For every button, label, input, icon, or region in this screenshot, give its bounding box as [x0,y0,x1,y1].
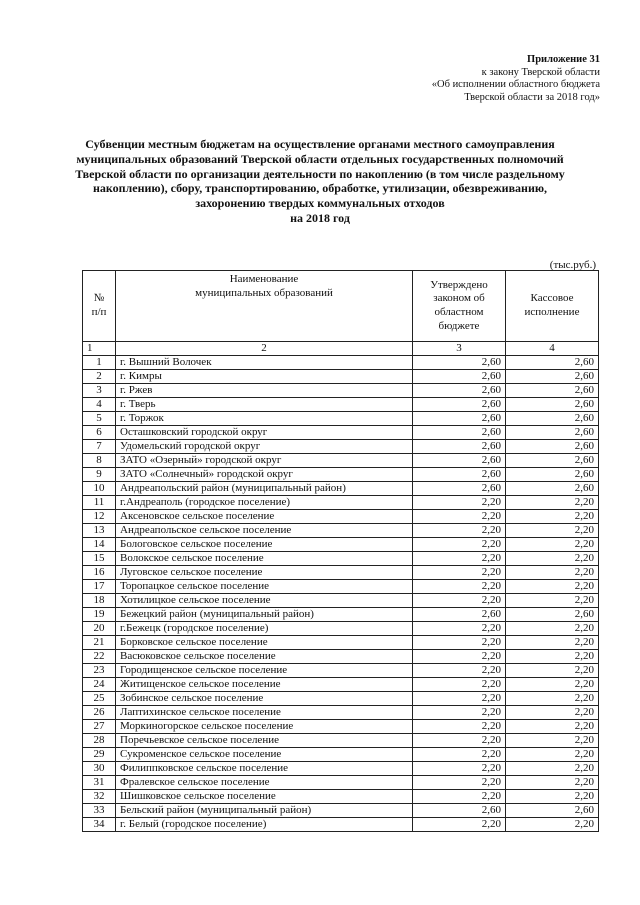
row-executed: 2,20 [506,580,599,594]
table-row [83,538,599,552]
row-number: 14 [83,538,116,552]
row-executed: 2,20 [506,678,599,692]
table-row [83,426,599,440]
table-row [83,678,599,692]
row-executed: 2,20 [506,720,599,734]
appendix-title: Приложение 31 [527,54,600,65]
col-number: 3 [413,342,506,356]
row-approved: 2,60 [413,426,506,440]
title-line: на 2018 год [290,210,350,225]
document-title [70,137,570,226]
row-number: 10 [83,482,116,496]
table-row [83,482,599,496]
row-executed: 2,20 [506,524,599,538]
table-row [83,398,599,412]
row-name: Хотилицкое сельское поселение [116,594,413,608]
row-number: 16 [83,566,116,580]
table-row [83,720,599,734]
row-executed: 2,60 [506,468,599,482]
row-name: Удомельский городской округ [116,440,413,454]
row-name: г.Бежецк (городское поселение) [116,622,413,636]
row-name: Васюковское сельское поселение [116,650,413,664]
row-approved: 2,20 [413,818,506,832]
row-approved: 2,20 [413,748,506,762]
row-number: 33 [83,804,116,818]
title-line: захоронению твердых коммунальных отходов [195,196,445,211]
row-executed: 2,20 [506,650,599,664]
row-executed: 2,20 [506,748,599,762]
row-number: 7 [83,440,116,454]
table-row [83,496,599,510]
row-number: 24 [83,678,116,692]
table-row [83,440,599,454]
row-name: Аксеновское сельское поселение [116,510,413,524]
table-row [83,804,599,818]
appendix-block [340,54,600,104]
row-approved: 2,60 [413,440,506,454]
row-number: 9 [83,468,116,482]
header-approved: Утверждено законом об областном бюджете [413,271,506,342]
row-name: Бологовское сельское поселение [116,538,413,552]
row-name: Городищенское сельское поселение [116,664,413,678]
table-row [83,356,599,370]
header-num: № п/п [83,271,116,342]
row-executed: 2,60 [506,398,599,412]
col-number: 4 [506,342,599,356]
row-number: 32 [83,790,116,804]
row-name: Осташковский городской округ [116,426,413,440]
row-number: 18 [83,594,116,608]
row-number: 22 [83,650,116,664]
table-body [83,356,599,832]
row-approved: 2,60 [413,804,506,818]
row-name: Андреапольское сельское поселение [116,524,413,538]
column-number-row [83,342,599,356]
row-name: Луговское сельское поселение [116,566,413,580]
row-approved: 2,20 [413,552,506,566]
row-approved: 2,60 [413,454,506,468]
row-number: 20 [83,622,116,636]
row-executed: 2,20 [506,664,599,678]
row-name: Торопацкое сельское поселение [116,580,413,594]
row-number: 6 [83,426,116,440]
row-approved: 2,20 [413,650,506,664]
title-line: Тверской области по организации деятельности по накоплению (в том числе раздельному [75,166,565,181]
subventions-table [82,270,599,832]
row-approved: 2,20 [413,538,506,552]
row-name: Зобинское сельское поселение [116,692,413,706]
title-line: Субвенции местным бюджетам на осуществление органами местного самоуправления [85,137,555,151]
row-number: 12 [83,510,116,524]
row-name: Борковское сельское поселение [116,636,413,650]
row-name: ЗАТО «Солнечный» городской округ [116,468,413,482]
row-name: Сукроменское сельское поселение [116,748,413,762]
row-approved: 2,20 [413,510,506,524]
table-row [83,580,599,594]
row-approved: 2,20 [413,524,506,538]
row-approved: 2,20 [413,580,506,594]
title-line: накоплению), сбору, транспортированию, обработке, утилизации, обезвреживанию, [92,181,548,196]
row-executed: 2,20 [506,790,599,804]
row-approved: 2,20 [413,594,506,608]
row-number: 27 [83,720,116,734]
row-number: 30 [83,762,116,776]
row-number: 17 [83,580,116,594]
row-approved: 2,20 [413,664,506,678]
table-row [83,384,599,398]
table-row [83,566,599,580]
row-approved: 2,20 [413,720,506,734]
row-executed: 2,20 [506,552,599,566]
unit-label: (тыс.руб.) [549,259,596,271]
table-row [83,790,599,804]
table-row [83,510,599,524]
appendix-line: Тверской области за 2018 год» [464,91,600,103]
table-row [83,636,599,650]
row-executed: 2,20 [506,566,599,580]
row-name: г. Ржев [116,384,413,398]
row-number: 31 [83,776,116,790]
row-number: 2 [83,370,116,384]
row-name: Шишковское сельское поселение [116,790,413,804]
row-executed: 2,60 [506,356,599,370]
row-executed: 2,20 [506,776,599,790]
row-approved: 2,20 [413,692,506,706]
row-number: 23 [83,664,116,678]
header-name: Наименование муниципальных образований [116,271,413,342]
table-row [83,706,599,720]
row-number: 29 [83,748,116,762]
row-name: Бежецкий район (муниципальный район) [116,608,413,622]
row-executed: 2,20 [506,706,599,720]
table-row [83,552,599,566]
header-row [83,271,599,342]
row-number: 13 [83,524,116,538]
row-approved: 2,20 [413,678,506,692]
row-executed: 2,20 [506,622,599,636]
table-row [83,748,599,762]
table-row [83,468,599,482]
row-name: г. Тверь [116,398,413,412]
row-approved: 2,60 [413,398,506,412]
row-executed: 2,20 [506,510,599,524]
row-approved: 2,20 [413,776,506,790]
row-number: 25 [83,692,116,706]
row-executed: 2,60 [506,384,599,398]
row-approved: 2,60 [413,482,506,496]
table-row [83,524,599,538]
row-number: 28 [83,734,116,748]
row-approved: 2,20 [413,496,506,510]
title-line: муниципальных образований Тверской области отдельных государственных полномочий [76,151,564,166]
row-name: Житищенское сельское поселение [116,678,413,692]
row-approved: 2,60 [413,356,506,370]
table-row [83,692,599,706]
table-row [83,412,599,426]
row-name: г. Торжок [116,412,413,426]
row-name: г. Белый (городское поселение) [116,818,413,832]
row-number: 3 [83,384,116,398]
table-row [83,762,599,776]
row-executed: 2,20 [506,692,599,706]
row-name: Филиппковское сельское поселение [116,762,413,776]
table-row [83,776,599,790]
row-executed: 2,60 [506,370,599,384]
row-approved: 2,20 [413,636,506,650]
row-executed: 2,60 [506,608,599,622]
row-approved: 2,20 [413,762,506,776]
appendix-line: к закону Тверской области [481,66,600,78]
table-row [83,664,599,678]
appendix-line: «Об исполнении областного бюджета [431,79,600,90]
row-executed: 2,20 [506,594,599,608]
table-row [83,622,599,636]
row-executed: 2,60 [506,454,599,468]
row-name: г.Андреаполь (городское поселение) [116,496,413,510]
row-executed: 2,20 [506,818,599,832]
table-row [83,608,599,622]
row-approved: 2,20 [413,622,506,636]
row-name: ЗАТО «Озерный» городской округ [116,454,413,468]
row-executed: 2,60 [506,426,599,440]
row-approved: 2,20 [413,566,506,580]
table-row [83,734,599,748]
row-approved: 2,20 [413,734,506,748]
row-number: 19 [83,608,116,622]
row-number: 1 [83,356,116,370]
row-executed: 2,60 [506,804,599,818]
row-executed: 2,20 [506,496,599,510]
table-row [83,594,599,608]
row-approved: 2,60 [413,370,506,384]
row-number: 11 [83,496,116,510]
row-number: 15 [83,552,116,566]
row-name: г. Вышний Волочек [116,356,413,370]
col-number: 2 [116,342,413,356]
row-name: Фралевское сельское поселение [116,776,413,790]
row-executed: 2,20 [506,762,599,776]
row-name: Поречьевское сельское поселение [116,734,413,748]
row-number: 4 [83,398,116,412]
row-number: 5 [83,412,116,426]
row-number: 8 [83,454,116,468]
row-name: Лаптихинское сельское поселение [116,706,413,720]
row-executed: 2,60 [506,412,599,426]
table-row [83,650,599,664]
row-executed: 2,20 [506,538,599,552]
row-approved: 2,60 [413,468,506,482]
row-approved: 2,60 [413,608,506,622]
row-approved: 2,20 [413,706,506,720]
row-executed: 2,20 [506,636,599,650]
row-executed: 2,60 [506,440,599,454]
table-row [83,818,599,832]
row-name: Бельский район (муниципальный район) [116,804,413,818]
table-row [83,370,599,384]
row-number: 26 [83,706,116,720]
row-approved: 2,60 [413,384,506,398]
row-name: Моркиногорское сельское поселение [116,720,413,734]
row-approved: 2,60 [413,412,506,426]
row-name: Андреапольский район (муниципальный район) [116,482,413,496]
row-name: Волокское сельское поселение [116,552,413,566]
row-number: 34 [83,818,116,832]
row-executed: 2,20 [506,734,599,748]
row-name: г. Кимры [116,370,413,384]
table-row [83,454,599,468]
col-number: 1 [83,342,116,356]
row-approved: 2,20 [413,790,506,804]
row-executed: 2,60 [506,482,599,496]
row-number: 21 [83,636,116,650]
header-executed: Кассовое исполнение [506,271,599,342]
